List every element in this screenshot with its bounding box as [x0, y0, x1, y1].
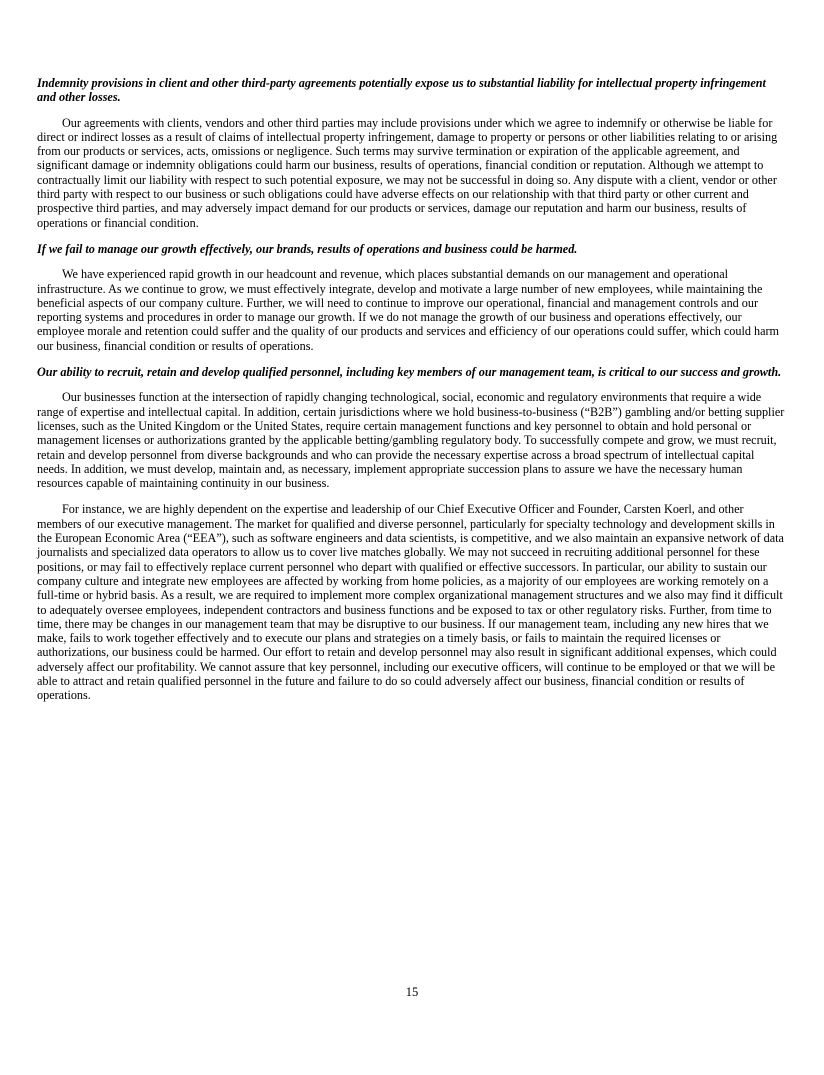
body-paragraph: Our agreements with clients, vendors and other third parties may include provisions under which we agree to indemnify or otherwise be liable for direct or indirect losses as a result of claims of intellectual property infringement, damage to property or persons or other liabilities relating to or arising from our products or services, acts, omissions or negligence. Such terms may survive termination or expiration of the applicable agreement, and significant damage or indemnity obligations could harm our business, results of operations, financial condition or reputation. Although we attempt to contractually limit our liability with respect to such potential exposure, we may not be successful in doing so. Any dispute with a client, vendor or other third party with respect to our business or such obligations could have adverse effects on our relationship with that third party or other current and prospective third parties, and may adversely impact demand for our products or services, damage our reputation and harm our business, results of operations or financial condition. — [37, 115, 778, 230]
section-indemnity — [37, 76, 786, 230]
body-paragraph: Our businesses function at the intersection of rapidly changing technological, social, economic and regulatory environments that require a wide range of expertise and intellectual capital. In addition, certain jurisdictions where we hold business-to-business (“B2B”) gambling and/or betting supplier licenses, such as the United Kingdom or the United States, require certain management functions and key personnel to obtain and hold personal or management licenses or authorizations granted by the applicable betting/gambling regulatory body. To successfully compete and grow, we must recruit, retain and develop personnel from diverse backgrounds and who can provide the necessary expertise across a broad spectrum of intellectual capital needs. In addition, we must develop, maintain and, as necessary, implement appropriate succession plans to assure we have the necessary human resources capable of maintaining continuity in our business. — [37, 390, 785, 491]
section-growth — [37, 242, 786, 353]
document-page — [37, 76, 786, 715]
section-personnel — [37, 365, 786, 703]
section-heading: If we fail to manage our growth effectively, our brands, results of operations and business could be harmed. — [37, 241, 578, 256]
body-paragraph: We have experienced rapid growth in our headcount and revenue, which places substantial demands on our management and operational infrastructure. As we continue to grow, we must effectively integrate, develop and motivate a large number of new employees, while maintaining the beneficial aspects of our company culture. Further, we will need to continue to improve our operational, financial and management controls and our reporting systems and procedures in order to manage our growth. If we do not manage the growth of our business and operations effectively, our employee morale and retention could suffer and the quality of our products and services and efficiency of our operations could suffer, which could harm our business, financial condition or results of operations. — [37, 267, 780, 353]
section-heading: Our ability to recruit, retain and develop qualified personnel, including key members of our management team, is critical to our success and growth. — [37, 365, 782, 380]
page-number: 15 — [405, 985, 419, 999]
body-paragraph: For instance, we are highly dependent on the expertise and leadership of our Chief Executive Officer and Founder, Carsten Koerl, and other members of our executive management. The market for qualified and diverse personnel, particularly for specialty technology and development skills in the European Economic Area (“EEA”), such as software engineers and data scientists, is competitive, and we also maintain an expansive network of data journalists and specialized data operators to allow us to cover live matches globally. We may not succeed in recruiting additional personnel for these positions, or may fail to effectively replace current personnel who depart with qualified or effective successors. In particular, our ability to sustain our company culture and integrate new employees are affected by working from home policies, as a majority of our employees are working remotely on a full-time or hybrid basis. As a result, we are required to implement more complex organizational management structures and we also may find it difficult to adequately oversee employees, independent contractors and business functions and be exposed to tax or other regulatory risks. Further, from time to time, there may be changes in our management team that may be disruptive to our business. If our management team, including any new hires that we make, fails to work together effectively and to execute our plans and strategies on a timely basis, or fails to maintain the required licenses or authorizations, our business could be harmed. Our effort to retain and develop personnel may also result in significant additional expenses, which could adversely affect our profitability. We cannot assure that key personnel, including our executive officers, will continue to be employed or that we will be able to attract and retain qualified personnel in the future and failure to do so could adversely affect our business, financial condition or results of operations. — [37, 502, 784, 703]
section-heading: Indemnity provisions in client and other third-party agreements potentially expose us to substantial liability for intellectual property infringement and other losses. — [37, 76, 766, 105]
